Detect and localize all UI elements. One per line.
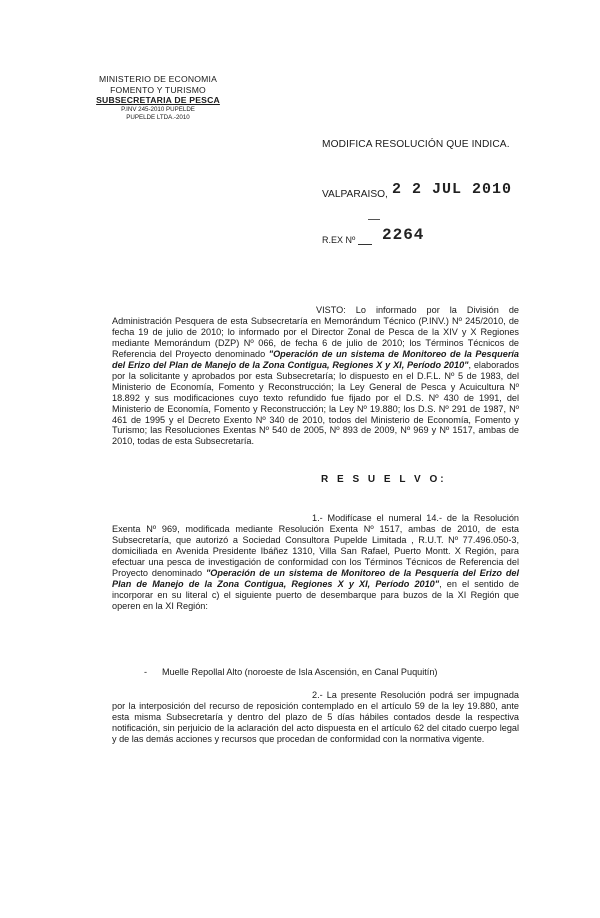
resolution-label: R.EX Nº xyxy=(322,235,356,245)
ministry-subname: FOMENTO Y TURISMO xyxy=(110,84,206,95)
letterhead xyxy=(78,74,238,122)
stamp-mark xyxy=(368,219,380,220)
resolution-underline xyxy=(358,244,372,245)
visto-paragraph: VISTO: Lo informado por la División de Administración Pesquera de esta Subsecretaría en Memorándum Técnico (P.INV.) Nº 245/2010, de fecha 19 de julio de 2010; lo informado por el Director Zonal de Pesca de la XIV y X Regiones mediante Memorándum (DZP) Nº 066, de fecha 6 de julio de 2010; los Términos Técnicos de Referencia del Proyecto denominado "Operación de un sistema de Monitoreo de la Pesquería del Erizo del Plan de Manejo de la Zona Contigua, Regiones X y XI, Período 2010", elaborados por la solicitante y aprobados por esta Subsecretaría; lo dispuesto en el D.F.L. Nº 5 de 1983, del Ministerio de Economía, Fomento y Reconstrucción; la Ley General de Pesca y Acuicultura Nº 18.892 y sus modificaciones cuyo texto refundido fue fijado por el D.S. Nº 430 de 1991, del Ministerio de Economía, Fomento y Reconstrucción; la Ley Nº 19.880; los D.S. Nº 291 de 1987, Nº 461 de 1995 y el Decreto Exento Nº 340 de 2010, todos del Ministerio de Economía, Fomento y Turismo; las Resoluciones Exentas Nº 540 de 2005, Nº 893 de 2009, Nº 969 y Nº 1517, ambas de 2010, todas de esta Subsecretaría. xyxy=(112,305,519,447)
item-2-paragraph: 2.- La presente Resolución podrá ser impugnada por la interposición del recurso de reposición contemplado en el artículo 59 de la ley 19.880, ante esta misma Subsecretaría y dentro del plazo de 5 días hábiles contados desde la respectiva notificación, sin perjuicio de la aclaración del acto dispuesta en el artículo 62 del citado cuerpo legal y de las demás acciones y recursos que procedan de conformidad con la normativa vigente. xyxy=(112,690,519,744)
file-reference: P.INV 245-2010 PUPELDE xyxy=(121,105,195,113)
resolution-number: 2264 xyxy=(382,226,425,244)
file-reference-2: PUPELDE LTDA.-2010 xyxy=(126,113,190,121)
place-label: VALPARAISO, xyxy=(322,189,388,200)
project-title-2: "Operación de un sistema de Monitoreo de la Pesquería del Erizo del Plan de Manejo de la Zona Contigua, Regiones X y XI, Período 2010" xyxy=(112,567,519,589)
date-stamp: 2 2 JUL 2010 xyxy=(392,181,513,198)
ministry-name: MINISTERIO DE ECONOMIA xyxy=(98,74,218,84)
bullet-item: - Muelle Repollal Alto (noroeste de Isla Ascensión, en Canal Puquitín) xyxy=(144,667,438,677)
project-title: "Operación de un sistema de Monitoreo de la Pesquería del Erizo del Plan de Manejo de la Zona Contigua, Regiones X y XI, Período 2010" xyxy=(112,348,519,370)
document-subject: MODIFICA RESOLUCIÓN QUE INDICA. xyxy=(322,139,510,150)
subsecretary-name: SUBSECRETARIA DE PESCA xyxy=(96,95,220,106)
resuelvo-heading: R E S U E L V O: xyxy=(321,474,447,485)
item-1-paragraph: 1.- Modifícase el numeral 14.- de la Resolución Exenta Nº 969, modificada mediante Resolución Exenta Nº 1517, ambas de 2010, de esta Subsecretaría, que autorizó a Sociedad Consultora Pupelde Limitada , R.U.T. Nº 77.496.050-3, domiciliada en Avenida Presidente Ibáñez 1310, Villa San Rafael, Puerto Montt. X Región, para efectuar una pesca de investigación de conformidad con los Términos Técnicos de Referencia del Proyecto denominado "Operación de un sistema de Monitoreo de la Pesquería del Erizo del Plan de Manejo de la Zona Contigua, Regiones X y XI, Período 2010", en el sentido de incorporar en su literal c) el siguiente puerto de desembarque para buzos de la XI Región que operen en la XI Región: xyxy=(112,513,519,611)
